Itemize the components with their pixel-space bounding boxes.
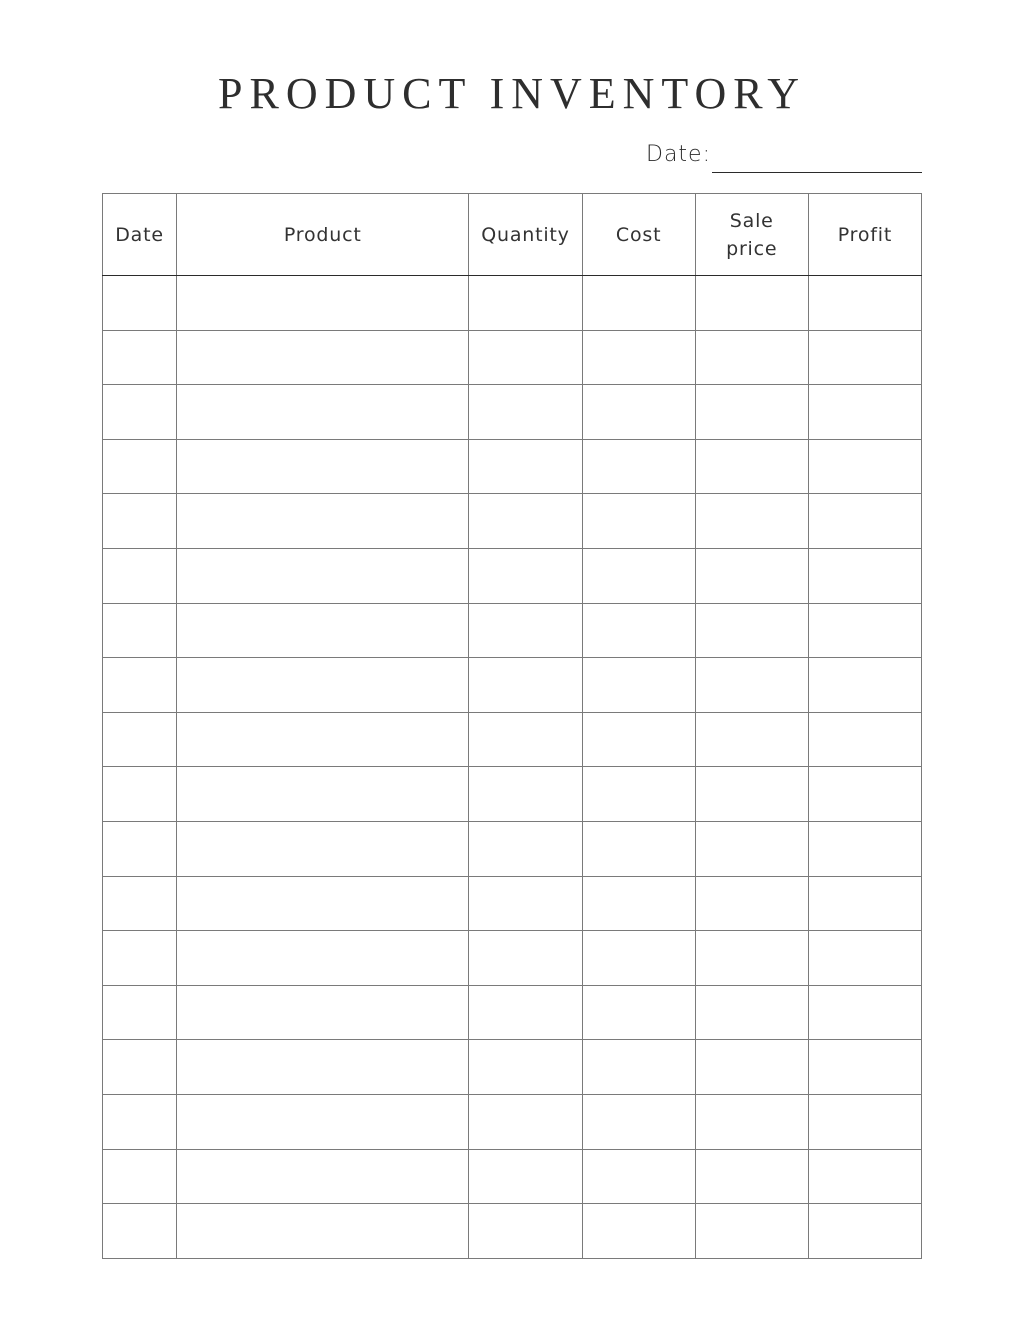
- table-row: [103, 439, 922, 494]
- profit-cell[interactable]: [808, 330, 921, 385]
- product-cell[interactable]: [177, 712, 469, 767]
- cost-cell[interactable]: [582, 276, 695, 331]
- quantity-cell[interactable]: [469, 439, 582, 494]
- date-cell[interactable]: [103, 494, 177, 549]
- header-cost: Cost: [582, 194, 695, 276]
- header-product: Product: [177, 194, 469, 276]
- profit-cell[interactable]: [808, 1094, 921, 1149]
- table-row: [103, 1094, 922, 1149]
- profit-cell[interactable]: [808, 658, 921, 713]
- quantity-cell[interactable]: [469, 767, 582, 822]
- sale-price-cell[interactable]: [695, 1204, 808, 1259]
- sale-price-cell[interactable]: [695, 658, 808, 713]
- date-cell[interactable]: [103, 931, 177, 986]
- sale-price-cell[interactable]: [695, 548, 808, 603]
- table-row: [103, 276, 922, 331]
- inventory-table: [102, 193, 922, 1259]
- quantity-cell[interactable]: [469, 548, 582, 603]
- cost-cell[interactable]: [582, 1204, 695, 1259]
- cost-cell[interactable]: [582, 712, 695, 767]
- date-cell[interactable]: [103, 767, 177, 822]
- cost-cell[interactable]: [582, 767, 695, 822]
- cost-cell[interactable]: [582, 1040, 695, 1095]
- sale-price-cell[interactable]: [695, 1094, 808, 1149]
- profit-cell[interactable]: [808, 1149, 921, 1204]
- date-field[interactable]: [712, 142, 922, 173]
- quantity-cell[interactable]: [469, 1149, 582, 1204]
- date-cell[interactable]: [103, 1204, 177, 1259]
- profit-cell[interactable]: [808, 276, 921, 331]
- sale-price-cell[interactable]: [695, 439, 808, 494]
- profit-cell[interactable]: [808, 1040, 921, 1095]
- profit-cell[interactable]: [808, 603, 921, 658]
- product-cell[interactable]: [177, 548, 469, 603]
- header-sale-price-label: Sale price: [726, 209, 778, 260]
- product-cell[interactable]: [177, 385, 469, 440]
- table-row: [103, 1040, 922, 1095]
- date-cell[interactable]: [103, 876, 177, 931]
- date-cell[interactable]: [103, 1094, 177, 1149]
- profit-cell[interactable]: [808, 821, 921, 876]
- cost-cell[interactable]: [582, 931, 695, 986]
- sale-price-cell[interactable]: [695, 767, 808, 822]
- sale-price-cell[interactable]: [695, 876, 808, 931]
- sale-price-cell[interactable]: [695, 985, 808, 1040]
- product-cell[interactable]: [177, 658, 469, 713]
- product-cell[interactable]: [177, 767, 469, 822]
- sale-price-cell[interactable]: [695, 385, 808, 440]
- date-cell[interactable]: [103, 658, 177, 713]
- header-row: [103, 194, 922, 276]
- quantity-cell[interactable]: [469, 385, 582, 440]
- product-cell[interactable]: [177, 603, 469, 658]
- product-cell[interactable]: [177, 276, 469, 331]
- product-cell[interactable]: [177, 1149, 469, 1204]
- quantity-cell[interactable]: [469, 276, 582, 331]
- profit-cell[interactable]: [808, 548, 921, 603]
- header-date: Date: [103, 194, 177, 276]
- cost-cell[interactable]: [582, 1149, 695, 1204]
- table-row: [103, 658, 922, 713]
- table-row: [103, 985, 922, 1040]
- date-cell[interactable]: [103, 985, 177, 1040]
- product-cell[interactable]: [177, 985, 469, 1040]
- cost-cell[interactable]: [582, 385, 695, 440]
- date-cell[interactable]: [103, 1040, 177, 1095]
- sale-price-cell[interactable]: [695, 276, 808, 331]
- date-cell[interactable]: [103, 548, 177, 603]
- quantity-cell[interactable]: [469, 821, 582, 876]
- table-row: [103, 548, 922, 603]
- cost-cell[interactable]: [582, 821, 695, 876]
- date-cell[interactable]: [103, 712, 177, 767]
- sale-price-cell[interactable]: [695, 712, 808, 767]
- page-title: PRODUCT INVENTORY: [218, 69, 806, 118]
- table-row: [103, 876, 922, 931]
- date-cell[interactable]: [103, 439, 177, 494]
- cost-cell[interactable]: [582, 439, 695, 494]
- quantity-cell[interactable]: [469, 1040, 582, 1095]
- cost-cell[interactable]: [582, 330, 695, 385]
- profit-cell[interactable]: [808, 767, 921, 822]
- product-cell[interactable]: [177, 439, 469, 494]
- quantity-cell[interactable]: [469, 330, 582, 385]
- cost-cell[interactable]: [582, 548, 695, 603]
- cost-cell[interactable]: [582, 985, 695, 1040]
- profit-cell[interactable]: [808, 712, 921, 767]
- product-cell[interactable]: [177, 494, 469, 549]
- cost-cell[interactable]: [582, 658, 695, 713]
- date-cell[interactable]: [103, 821, 177, 876]
- product-cell[interactable]: [177, 1040, 469, 1095]
- quantity-cell[interactable]: [469, 985, 582, 1040]
- quantity-cell[interactable]: [469, 1204, 582, 1259]
- sale-price-cell[interactable]: [695, 603, 808, 658]
- date-entry: [646, 142, 922, 174]
- product-cell[interactable]: [177, 931, 469, 986]
- sale-price-cell[interactable]: [695, 1149, 808, 1204]
- date-cell[interactable]: [103, 276, 177, 331]
- profit-cell[interactable]: [808, 876, 921, 931]
- header-quantity: Quantity: [469, 194, 582, 276]
- product-cell[interactable]: [177, 821, 469, 876]
- table-row: [103, 767, 922, 822]
- product-cell[interactable]: [177, 330, 469, 385]
- table-body: [103, 276, 922, 1259]
- cost-cell[interactable]: [582, 1094, 695, 1149]
- profit-cell[interactable]: [808, 1204, 921, 1259]
- table-row: [103, 931, 922, 986]
- table-row: [103, 821, 922, 876]
- cost-cell[interactable]: [582, 494, 695, 549]
- table-row: [103, 1149, 922, 1204]
- quantity-cell[interactable]: [469, 931, 582, 986]
- product-cell[interactable]: [177, 1204, 469, 1259]
- sale-price-cell[interactable]: [695, 931, 808, 986]
- header-sale-price: [695, 194, 808, 276]
- quantity-cell[interactable]: [469, 876, 582, 931]
- profit-cell[interactable]: [808, 494, 921, 549]
- profit-cell[interactable]: [808, 385, 921, 440]
- table-row: [103, 1204, 922, 1259]
- date-cell[interactable]: [103, 330, 177, 385]
- quantity-cell[interactable]: [469, 658, 582, 713]
- sale-price-cell[interactable]: [695, 330, 808, 385]
- table-row: [103, 330, 922, 385]
- sale-price-cell[interactable]: [695, 494, 808, 549]
- sale-price-cell[interactable]: [695, 1040, 808, 1095]
- header-profit: Profit: [808, 194, 921, 276]
- profit-cell[interactable]: [808, 985, 921, 1040]
- table-row: [103, 603, 922, 658]
- quantity-cell[interactable]: [469, 712, 582, 767]
- table-row: [103, 494, 922, 549]
- cost-cell[interactable]: [582, 603, 695, 658]
- sale-price-cell[interactable]: [695, 821, 808, 876]
- date-label: Date:: [646, 142, 711, 167]
- quantity-cell[interactable]: [469, 1094, 582, 1149]
- product-cell[interactable]: [177, 1094, 469, 1149]
- quantity-cell[interactable]: [469, 494, 582, 549]
- date-cell[interactable]: [103, 603, 177, 658]
- profit-cell[interactable]: [808, 439, 921, 494]
- table-row: [103, 712, 922, 767]
- date-cell[interactable]: [103, 1149, 177, 1204]
- product-cell[interactable]: [177, 876, 469, 931]
- profit-cell[interactable]: [808, 931, 921, 986]
- quantity-cell[interactable]: [469, 603, 582, 658]
- date-cell[interactable]: [103, 385, 177, 440]
- table-header: [103, 194, 922, 276]
- cost-cell[interactable]: [582, 876, 695, 931]
- table-row: [103, 385, 922, 440]
